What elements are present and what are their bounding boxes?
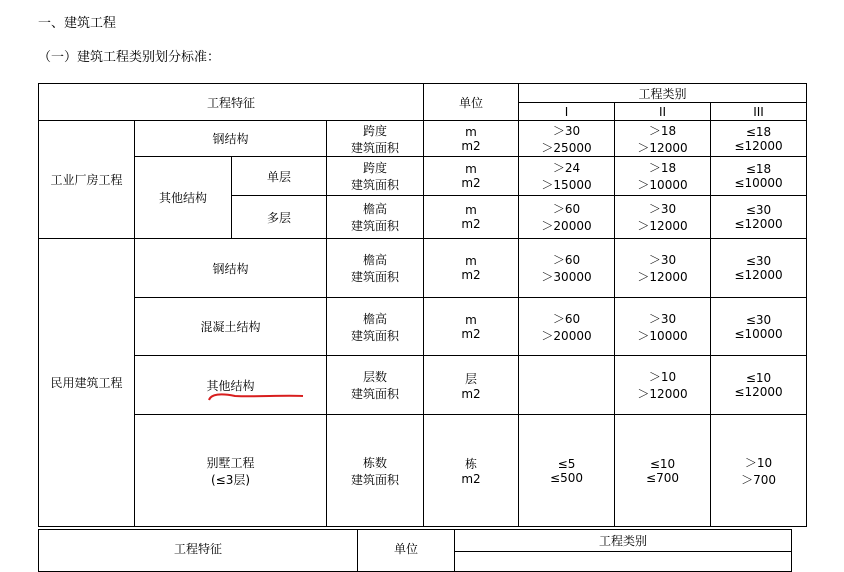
industrial-label: 工业厂房工程 [39, 121, 135, 239]
value: ＞10000 [637, 328, 688, 343]
section-title: 一、建筑工程 [38, 16, 117, 31]
value: ≤30 [745, 312, 772, 327]
civ-concrete-label: 混凝土结构 [135, 298, 327, 356]
metric: 栋数 [363, 455, 388, 470]
unit: 栋 [465, 457, 478, 471]
ind-steel-label: 钢结构 [135, 121, 327, 157]
value: ＞12000 [637, 270, 688, 284]
value: ≤10000 [734, 176, 783, 190]
value: ＞700 [741, 472, 776, 487]
value: ≤700 [646, 470, 679, 485]
civ-other-label: 其他结构 [135, 356, 327, 415]
metric: 跨度 [363, 161, 388, 175]
header-category: 工程类别 [519, 84, 807, 103]
value: ＞30 [648, 253, 677, 267]
value: ＞30 [648, 311, 677, 326]
civ-villa-label: 别墅工程 (≤3层) [135, 415, 327, 527]
red-underline-annotation [207, 392, 307, 402]
metric: 檐高 [363, 311, 388, 326]
unit: m2 [461, 138, 481, 153]
value: ＞10000 [637, 178, 688, 192]
ind-multi-label: 多层 [232, 196, 327, 239]
grade-2: II [615, 103, 711, 121]
metric: 檐高 [363, 202, 388, 216]
t2-header-unit: 单位 [358, 530, 455, 572]
unit: m2 [461, 217, 481, 231]
t2-header-category: 工程类别 [455, 530, 792, 552]
metric: 跨度 [363, 123, 388, 138]
header-feature: 工程特征 [39, 84, 424, 121]
unit: m [465, 254, 477, 268]
value: ＞24 [552, 161, 581, 175]
value: ＞30000 [541, 270, 592, 284]
civil-label: 民用建筑工程 [39, 239, 135, 527]
value: ≤18 [745, 124, 772, 139]
value: ＞10 [648, 370, 677, 384]
value: ＞60 [552, 253, 581, 267]
value: ≤12000 [734, 385, 783, 399]
value: ≤5 [557, 456, 576, 471]
metric: 建筑面积 [351, 270, 400, 284]
value: ＞60 [552, 202, 581, 216]
unit: m2 [461, 268, 481, 282]
value: ＞30 [648, 202, 677, 216]
value: ＞12000 [637, 387, 688, 401]
category-table-2 [38, 529, 792, 572]
value: ≤12000 [734, 138, 783, 153]
metric: 层数 [363, 370, 388, 384]
category-table [38, 83, 807, 527]
metric: 建筑面积 [351, 472, 400, 487]
value: ＞20000 [541, 328, 592, 343]
t2-grade-row [455, 552, 792, 572]
metric: 建筑面积 [351, 387, 400, 401]
unit: m [465, 203, 477, 217]
metric: 建筑面积 [351, 219, 400, 233]
unit: m [465, 312, 477, 327]
subsection-title: （一）建筑工程类别划分标准： [38, 50, 221, 65]
value: ≤10000 [734, 326, 783, 341]
t2-header-feature: 工程特征 [39, 530, 358, 572]
value: ＞18 [648, 161, 677, 175]
value: ≤30 [745, 203, 772, 217]
grade-3: III [711, 103, 807, 121]
value: ＞18 [648, 123, 677, 138]
ind-single-label: 单层 [232, 157, 327, 196]
value: ≤10 [649, 456, 676, 471]
value: ≤30 [745, 254, 772, 268]
value: ＞60 [552, 311, 581, 326]
value: ＞30 [552, 123, 581, 138]
unit: 层 [465, 371, 478, 386]
value: ≤10 [745, 371, 772, 385]
header-unit: 单位 [424, 84, 519, 121]
metric: 建筑面积 [351, 328, 400, 343]
unit: m2 [461, 176, 481, 190]
value: ＞12000 [637, 219, 688, 233]
metric: 建筑面积 [351, 140, 400, 155]
unit: m2 [461, 386, 481, 401]
value: ＞20000 [541, 219, 592, 233]
metric: 建筑面积 [351, 178, 400, 192]
metric: 檐高 [363, 253, 388, 267]
value: ＞15000 [541, 178, 592, 192]
value: ＞12000 [637, 140, 688, 155]
value: ≤12000 [734, 217, 783, 231]
unit: m [465, 162, 477, 176]
value: ≤500 [550, 470, 583, 485]
value: ＞25000 [541, 140, 592, 155]
grade-1: I [519, 103, 615, 121]
civ-steel-label: 钢结构 [135, 239, 327, 298]
unit: m [465, 124, 477, 139]
unit: m2 [461, 472, 481, 486]
ind-other-label: 其他结构 [135, 157, 232, 239]
unit: m2 [461, 326, 481, 341]
value: ≤18 [745, 162, 772, 176]
value: ≤12000 [734, 268, 783, 282]
value: ＞10 [744, 455, 773, 470]
